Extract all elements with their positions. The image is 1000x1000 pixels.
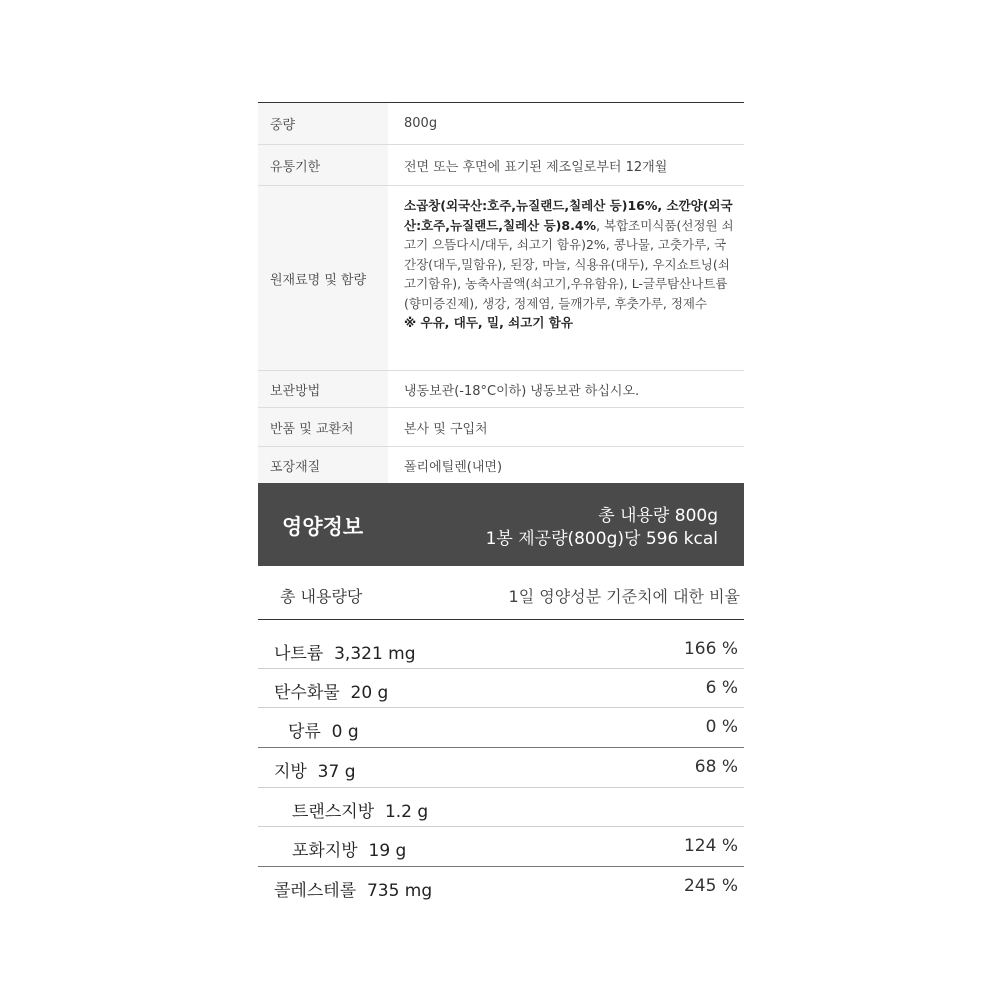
nutrient-percent: 0 %	[705, 717, 738, 737]
nutrition-header	[258, 483, 744, 566]
info-row-ingredients	[258, 186, 744, 371]
daily-value-label: 1일 영양성분 기준치에 대한 비율	[508, 587, 740, 606]
ingredients-value	[388, 186, 744, 370]
ingredients-label: 원재료명 및 함량	[258, 186, 388, 370]
nutrient-percent: 124 %	[683, 836, 738, 856]
nutrient-row-trans-fat	[258, 788, 744, 827]
nutrient-row-fat	[258, 748, 744, 788]
nutrient-percent: 6 %	[705, 678, 738, 698]
return-value: 본사 및 구입처	[404, 421, 488, 437]
ingredients-rest: , 복합조미식품(선정원 쇠고기 으뜸다시/대두, 쇠고기 함유)2%, 콩나물, 고춧가루, 국간장(대두,밀함유), 된장, 마늘, 식용유(대두), 우지쇼트닝(쇠고기함유), 농축사골액(쇠고기,우유함유), L-글루탐산나트륨(향미증진제), 생강, 정제염, 들깨가루, 후춧가루, 정제수	[404, 217, 734, 311]
info-row-weight	[258, 103, 744, 145]
return-label: 반품 및 교환처	[258, 408, 388, 446]
storage-value: 냉동보관(-18°C이하) 냉동보관 하십시오.	[404, 383, 640, 399]
ingredients-main: 소곱창(외국산:호주,뉴질랜드,칠레산 등)16%, 소깐양(외국산:호주,뉴질랜드,칠레산 등)8.4%	[404, 198, 733, 233]
allergen-notice: ※ 우유, 대두, 밀, 쇠고기 함유	[404, 315, 573, 330]
nutrient-percent: 68 %	[694, 757, 738, 777]
packaging-value: 폴리에틸렌(내면)	[404, 460, 503, 475]
per-total-label: 총 내용량당	[280, 587, 363, 606]
info-row-return	[258, 408, 744, 447]
nutrient-name: 지방 37 g	[274, 762, 356, 782]
nutrition-title: 영양정보	[282, 515, 364, 539]
nutrient-name: 나트륨 3,321 mg	[274, 644, 416, 664]
nutrient-row-sodium	[258, 630, 744, 669]
nutrient-row-carbohydrate	[258, 669, 744, 708]
info-row-shelf-life	[258, 145, 744, 186]
shelf-life-label: 유통기한	[258, 145, 388, 185]
nutrient-name: 탄수화물 20 g	[274, 683, 389, 703]
nutrient-row-sugars	[258, 708, 744, 748]
nutrient-percent: 166 %	[683, 639, 738, 659]
storage-label: 보관방법	[258, 371, 388, 407]
nutrition-rows	[258, 630, 744, 907]
nutrient-name: 당류 0 g	[288, 722, 359, 742]
nutrition-subheader	[258, 567, 744, 620]
nutrition-total	[486, 505, 718, 551]
shelf-life-value: 전면 또는 후면에 표기된 제조일로부터 12개월	[404, 159, 668, 175]
nutrient-name: 포화지방 19 g	[292, 841, 407, 861]
nutrient-percent: 245 %	[683, 876, 738, 896]
weight-label: 중량	[258, 103, 388, 144]
serving-calories: 1봉 제공량(800g)당 596 kcal	[485, 529, 718, 549]
product-info-table	[258, 102, 744, 485]
info-row-storage	[258, 371, 744, 408]
total-content: 총 내용량 800g	[598, 506, 718, 526]
nutrient-name: 트랜스지방 1.2 g	[292, 802, 429, 822]
weight-value: 800g	[404, 116, 438, 131]
nutrient-row-saturated-fat	[258, 827, 744, 867]
nutrient-row-cholesterol	[258, 867, 744, 907]
info-row-packaging	[258, 447, 744, 485]
nutrient-name: 콜레스테롤 735 mg	[274, 881, 433, 901]
packaging-label: 포장재질	[258, 447, 388, 484]
